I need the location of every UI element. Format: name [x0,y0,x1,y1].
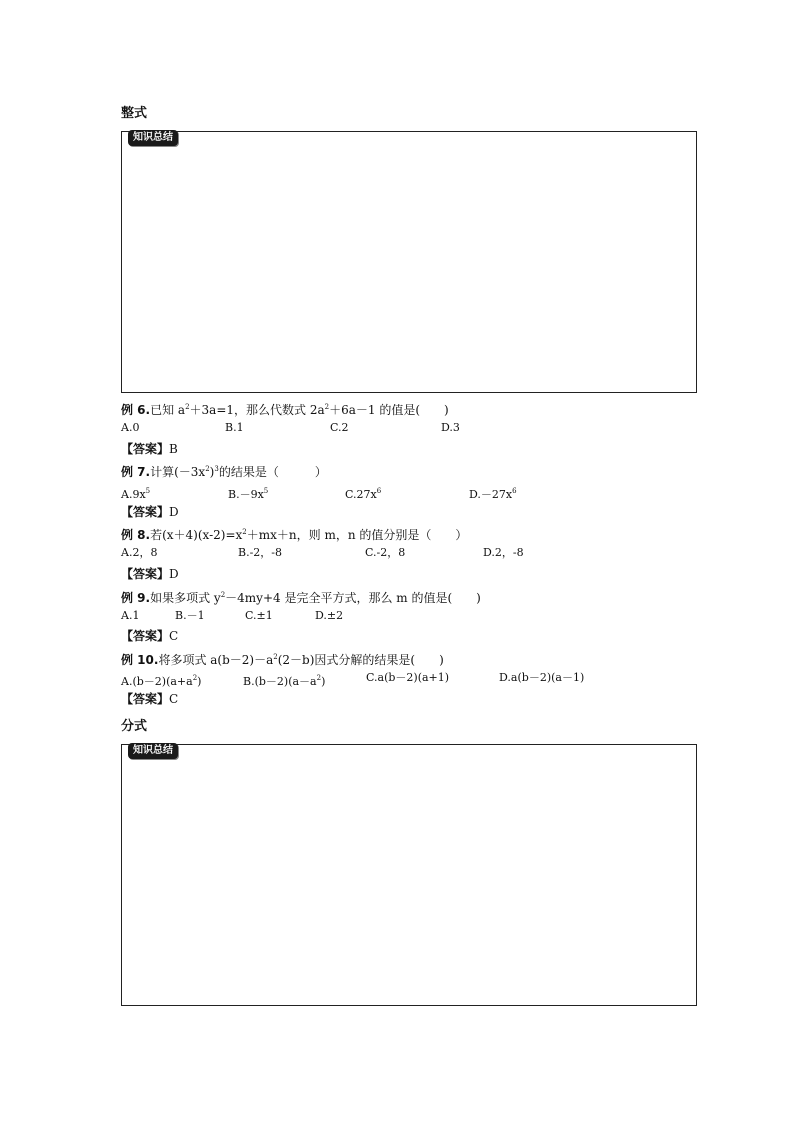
summary-badge: 知识总结 [128,130,178,146]
option-a: $A.9x^5$ [121,487,151,501]
question-9-stem: 例 9.如果多项式 $y^2-4my+4$ 是完全平方式，那么 m 的值是( ) [121,591,481,605]
option-d: $D.-27x^6$ [469,487,517,501]
section-title-polynomial: 整式 [121,106,148,121]
summary-badge: 知识总结 [128,743,178,759]
option-c: $C.27x^6$ [345,487,382,501]
option-d: D.2，-8 [483,546,524,559]
option-a: A.2，8 [121,546,158,559]
question-8-options [121,545,681,561]
question-6-options [121,420,681,436]
question-7-answer [121,504,179,520]
option-b: $B.-9x^5$ [228,487,269,501]
question-7-stem: 例 7.计算$(-3x^2)^3$的结果是（ ） [121,465,327,479]
answer-value: D [169,567,179,581]
option-c: C.-2，8 [365,546,406,559]
question-label: 例 6. [121,403,151,417]
answer-value: B [169,442,178,456]
answer-label: 【答案】 [121,629,170,643]
question-6-answer [121,441,178,457]
knowledge-summary-box [121,131,697,393]
option-b: $B.(b-2)(a-a^2)$ [243,674,326,688]
question-8-stem: 例 8.若$(x+4)(x-2)=x^2+mx+n$，则 m，n 的值分别是（ ） [121,528,468,542]
question-10-stem: 例 10.将多项式 $a(b-2)-a^2(2-b)$因式分解的结果是( ) [121,653,444,667]
option-a: A.0 [121,421,140,434]
option-d: D.a(b－2)(a－1) [499,671,585,684]
question-9-answer [121,628,178,644]
question-7-options [121,483,681,499]
question-label: 例 9. [121,591,151,605]
answer-value: D [169,505,179,519]
knowledge-summary-box [121,744,697,1006]
option-d: D.±2 [315,609,344,622]
answer-value: C [169,629,179,643]
question-label: 例 7. [121,465,151,479]
option-a: $A.(b-2)(a+a^2)$ [121,674,202,688]
section-title-fraction: 分式 [121,719,148,734]
question-label: 例 8. [121,528,151,542]
answer-label: 【答案】 [121,567,170,581]
question-10-options [121,670,681,686]
option-c: C.±1 [245,609,273,622]
question-6-stem: 例 6.已知 $a^2+3a=1$，那么代数式 $2a^2+6a-1$ 的值是( ) [121,403,449,417]
question-10-answer [121,691,178,707]
option-b: B.－1 [175,609,205,622]
option-a: A.1 [121,609,140,622]
answer-value: C [169,692,179,706]
option-c: C.2 [330,421,349,434]
question-9-options [121,608,681,624]
option-c: C.a(b－2)(a+1) [366,671,450,684]
question-8-answer [121,566,179,582]
option-d: D.3 [441,421,460,434]
answer-label: 【答案】 [121,442,170,456]
option-b: B.1 [225,421,244,434]
option-b: B.-2，-8 [238,546,283,559]
answer-label: 【答案】 [121,505,170,519]
answer-label: 【答案】 [121,692,170,706]
question-label: 例 10. [121,653,159,667]
